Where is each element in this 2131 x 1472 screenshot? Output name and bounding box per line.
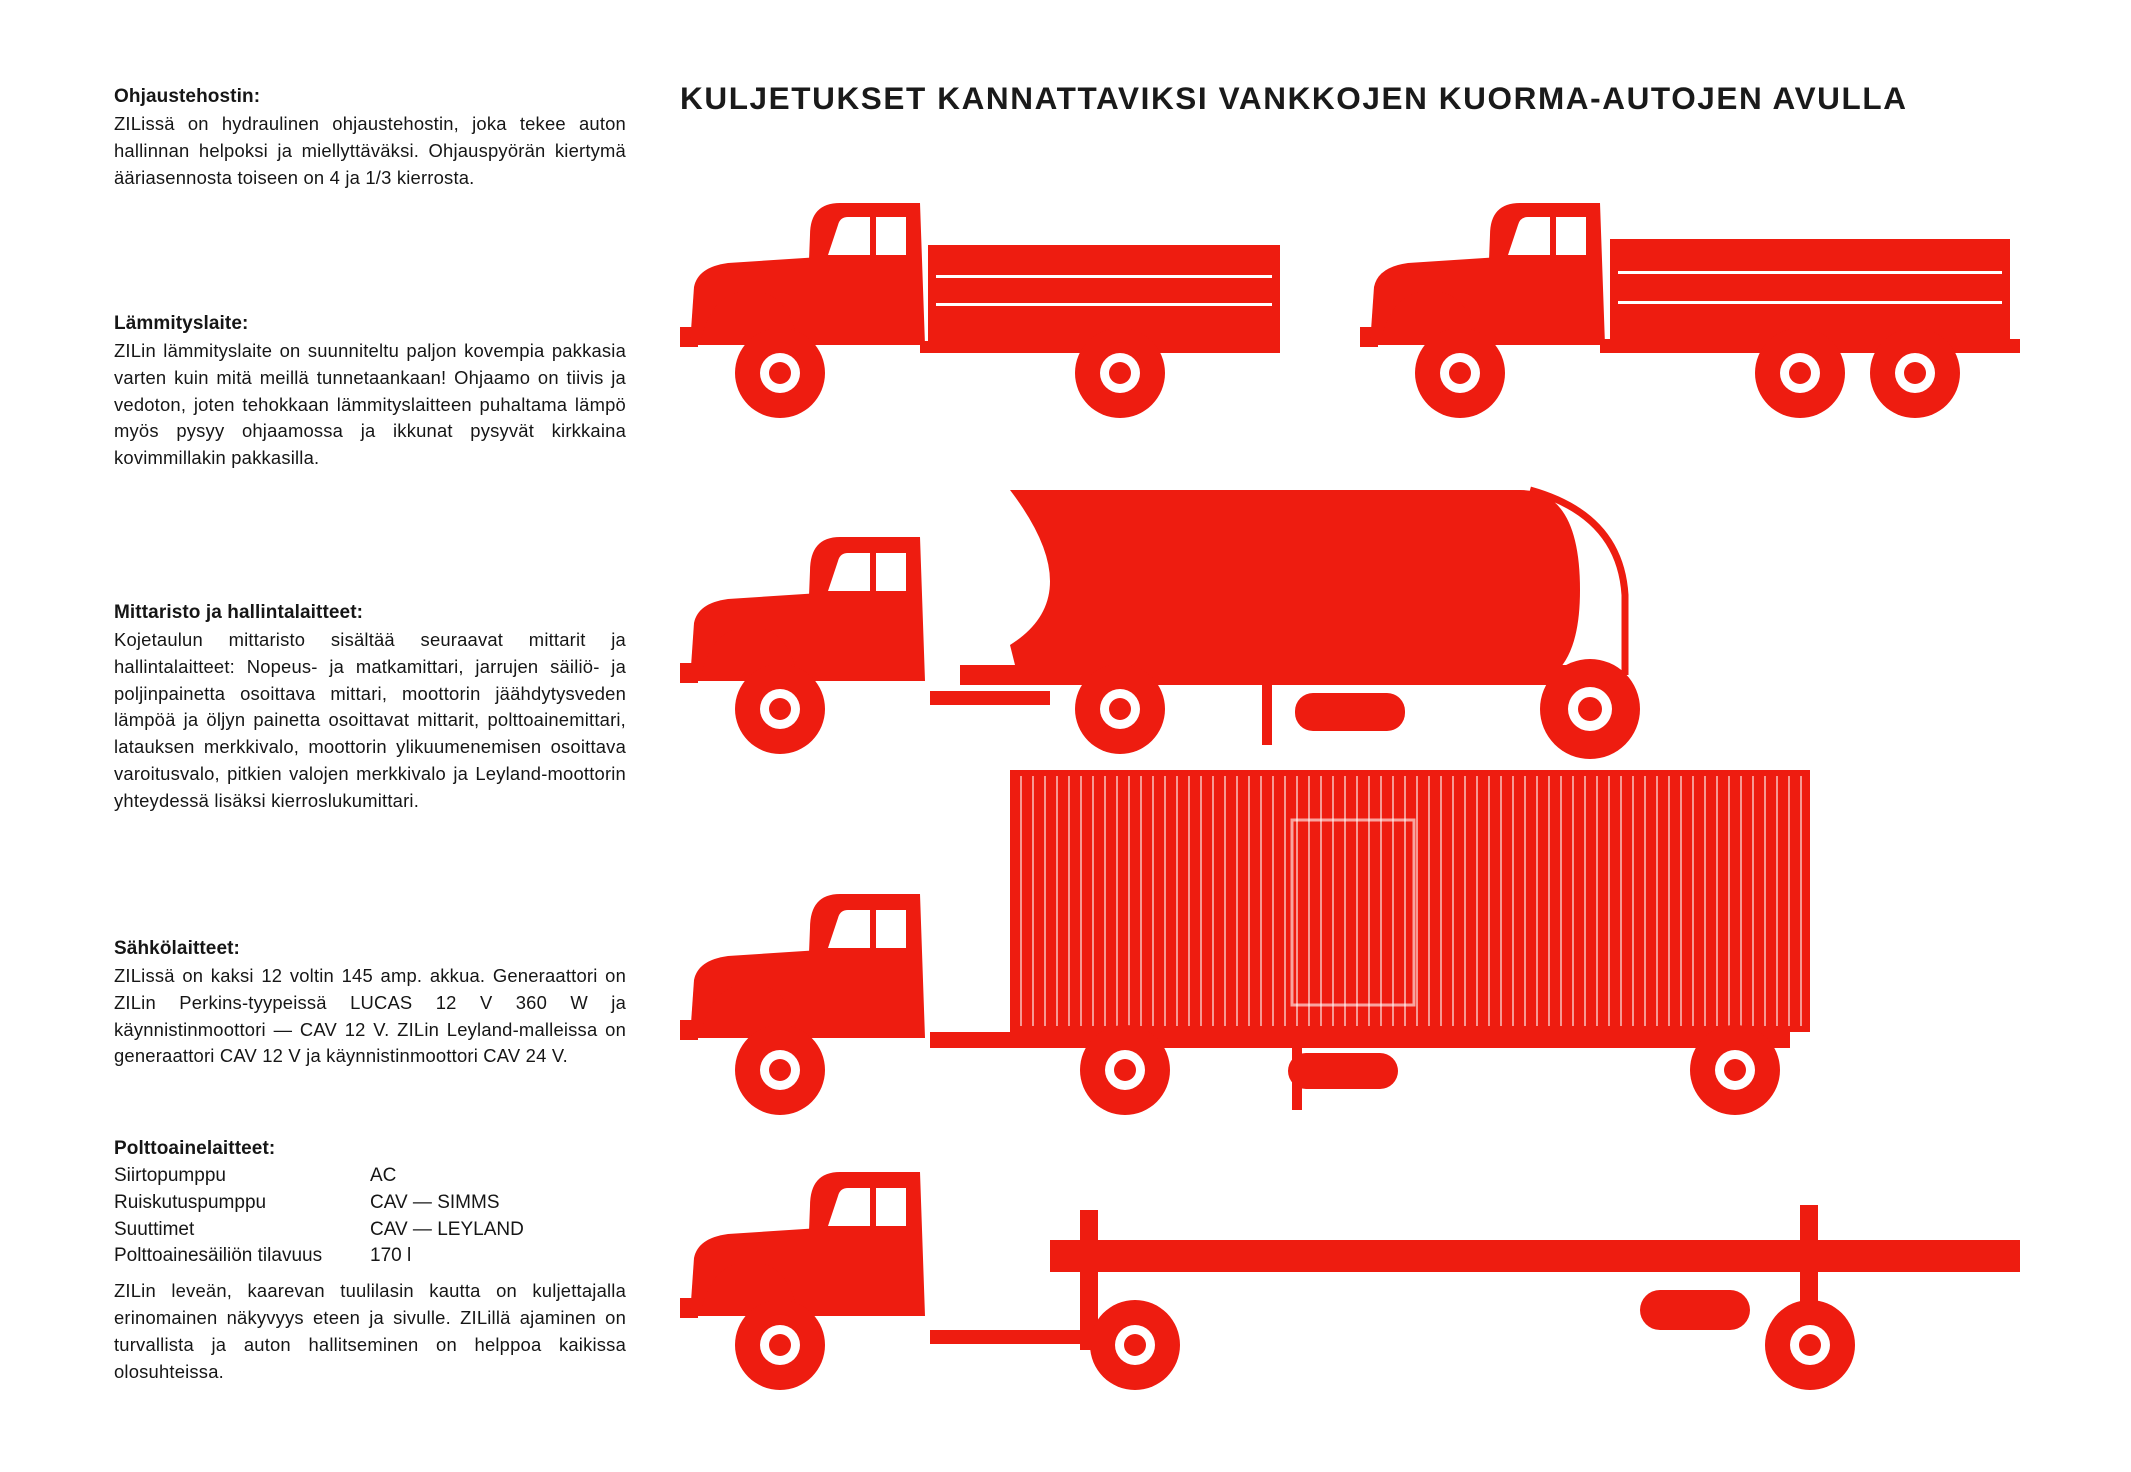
fuel-spec-label: Suuttimet (114, 1218, 195, 1240)
heater-section (114, 313, 626, 472)
fuel-spec-value: 170 l (370, 1245, 412, 1267)
fuel-spec-label: Ruiskutuspumppu (114, 1191, 267, 1213)
box-semitrailer-illustration (680, 770, 1840, 1120)
fuel-spec-row (114, 1243, 626, 1270)
section-heading: Polttoainelaitteet: (114, 1138, 276, 1159)
fuel-section (114, 1138, 626, 1385)
fuel-spec-value: CAV — LEYLAND (370, 1218, 524, 1240)
section-heading: Ohjaustehostin: (114, 86, 261, 107)
section-text: ZILin leveän, kaarevan tuulilasin kautta on kuljettajalla erinomainen näkyvyys eteen ja sivulle. ZILillä ajaminen on turvallista ja auton hallitseminen on helppoa kaikissa olosuhteissa. (114, 1280, 626, 1382)
fuel-spec-label: Siirtopumppu (114, 1165, 226, 1186)
section-text: Kojetaulun mittaristo sisältää seuraavat mittarit ja hallintalaitteet: Nopeus- ja matkamittari, jarrujen säiliö- ja poljinpainetta osoittava mittari, moottorin jäähdytysveden lämpöä ja öljyn painetta osoittavat mittarit, polttoainemittari, latauksen merkkivalo, moottorin ylikuumenemisen osoittava varoitusvalo, pitkien valojen merkkivalo ja Leyland-moottorin yhteydessä lisäksi kierroslukumittari. (114, 629, 626, 811)
flatbed-truck-6x4-illustration (1360, 195, 2030, 425)
chassis-trailer-illustration (680, 1150, 2040, 1395)
fuel-spec-row (114, 1163, 626, 1190)
section-heading: Mittaristo ja hallintalaitteet: (114, 602, 364, 623)
page-title: KULJETUKSET KANNATTAVIKSI VANKKOJEN KUORMA-AUTOJEN AVULLA (680, 80, 1908, 116)
fuel-spec-row (114, 1190, 626, 1217)
section-text: ZILin lämmityslaite on suunniteltu paljon kovempia pakkasia varten kuin mitä meillä tunnetaankaan! Ohjaamo on tiivis ja vedoton, joten tehokkaan lämmityslaitteen puhaltama lämpö myös pysyy ohjaamossa ja ikkunat pysyvät kirkkaina kovimmillakin pakkasilla. (114, 340, 626, 469)
fuel-spec-row (114, 1217, 626, 1244)
instruments-section (114, 602, 626, 815)
section-heading: Lämmityslaite: (114, 313, 249, 334)
fuel-spec-value: AC (370, 1165, 397, 1186)
electrical-section (114, 938, 626, 1070)
flatbed-truck-4x2-illustration (680, 195, 1320, 425)
fuel-spec-value: CAV — SIMMS (370, 1191, 500, 1213)
fuel-specs-table (114, 1163, 626, 1270)
section-text: ZILissä on kaksi 12 voltin 145 amp. akkua. Generaattori on ZILin Perkins-tyypeissä LUCAS 12 V 360 W ja käynnistinmoottori — CAV 12 V. ZILin Leyland-malleissa on generaattori CAV 12 V ja käynnistinmoottori CAV 24 V. (114, 965, 626, 1067)
section-text: ZILissä on hydraulinen ohjaustehostin, joka tekee auton hallinnan helpoksi ja miellyttäväksi. Ohjauspyörän kiertymä ääriasennosta toiseen on 4 ja 1/3 kierrosta. (114, 113, 626, 188)
fuel-spec-label: Polttoainesäiliön tilavuus (114, 1245, 323, 1267)
steering-section (114, 86, 626, 191)
section-heading: Sähkölaitteet: (114, 938, 240, 959)
tanker-semitrailer-illustration (680, 475, 1720, 765)
